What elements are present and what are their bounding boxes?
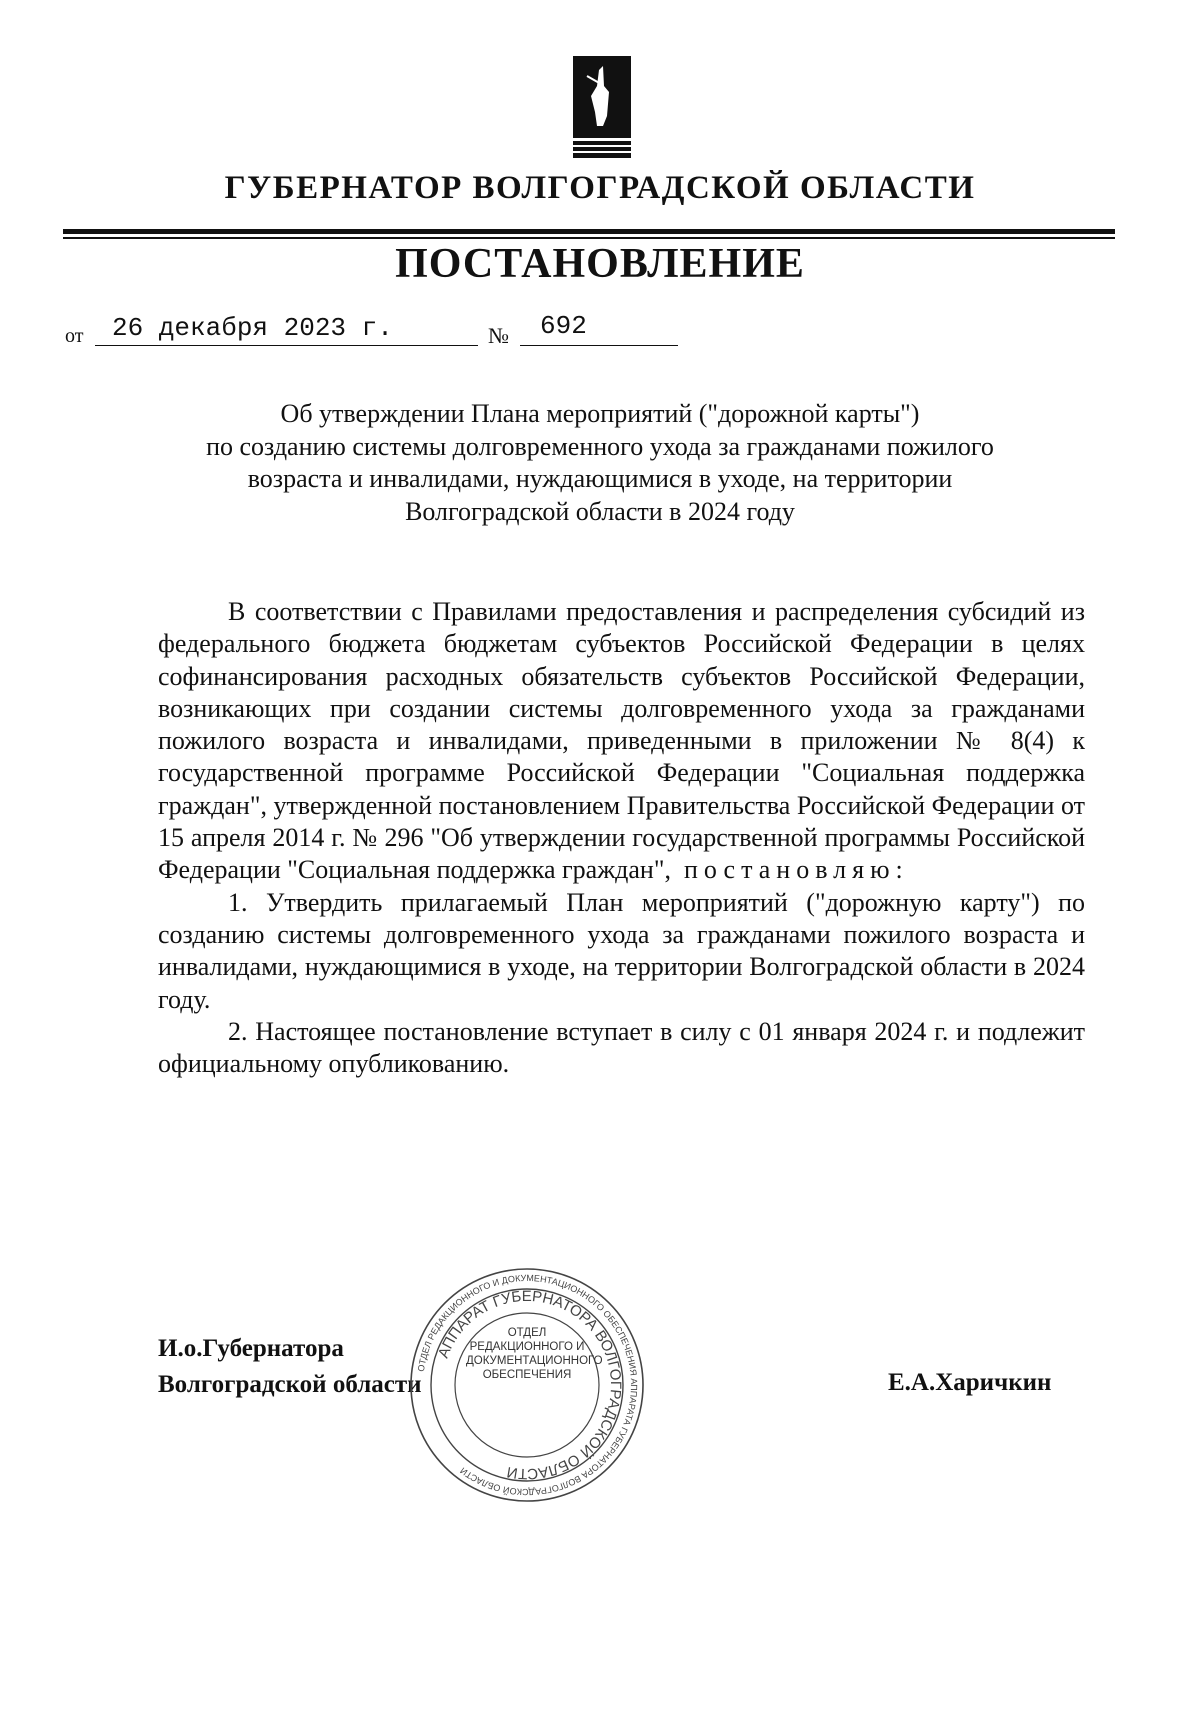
number-underline <box>520 345 678 346</box>
stamp-line: ОТДЕЛ <box>507 1327 547 1339</box>
signatory-name: Е.А.Харичкин <box>888 1369 1052 1396</box>
date-number-row <box>0 305 1200 351</box>
subject-line: Об утверждении Плана мероприятий ("дорожной карты") <box>280 399 920 428</box>
document-date: 26 декабря 2023 г. <box>112 313 393 343</box>
header-divider-thick <box>63 229 1115 234</box>
signatory-position <box>158 1331 422 1403</box>
official-stamp <box>407 1265 647 1505</box>
item-1: 1. Утвердить прилагаемый План мероприятий ("дорожную карту") по созданию системы долговременного ухода за гражданами пожилого возраста и инвалидами, нуждающимися в уходе, на территории Волгоградской области в 2024 году. <box>158 887 1085 1014</box>
date-underline <box>95 345 478 346</box>
document-type: ПОСТАНОВЛЕНИЕ <box>395 241 805 287</box>
svg-text:АППАРАТ ГУБЕРНАТОРА ВОЛГОГРАДС: АППАРАТ ГУБЕРНАТОРА ВОЛГОГРАДСКОЙ ОБЛАСТИ <box>434 1287 625 1483</box>
position-line: И.о.Губернатора <box>158 1335 344 1362</box>
svg-text:ОТДЕЛ РЕДАКЦИОННОГО И ДОКУМЕНТ: ОТДЕЛ РЕДАКЦИОННОГО И ДОКУМЕНТАЦИОННОГО ОБЕСПЕЧЕНИЯ АППАРАТА ГУБЕРНАТОРА ВОЛГОГРАДСКОЙ ОБЛАСТИ <box>415 1272 640 1498</box>
preamble-text: В соответствии с Правилами предоставления и распределения субсидий из федерального бюджета бюджетам субъектов Российской Федерации в целях софинансирования расходных обязательств субъектов Российской Федерации, возникающих при создании системы долговременного ухода за гражданами пожилого возраста и инвалидами, приведенными в приложении № 8(4) к государственной программе Российской Федерации "Социальная поддержка граждан", утвержденной постановлением Правительства Российской Федерации от 15 апреля 2014 г. № 296 "Об утверждении государственной программы Российской Федерации "Социальная поддержка граждан", <box>158 597 1085 885</box>
issuing-authority: ГУБЕРНАТОР ВОЛГОГРАДСКОЙ ОБЛАСТИ <box>224 170 976 206</box>
stamp-line: ОБЕСПЕЧЕНИЯ <box>482 1369 572 1381</box>
coat-of-arms-icon <box>573 56 631 160</box>
decree-word: постановляю: <box>683 855 909 885</box>
stamp-line: ДОКУМЕНТАЦИОННОГО <box>466 1355 603 1367</box>
number-prefix: № <box>488 323 509 348</box>
position-line: Волгоградской области <box>158 1371 422 1398</box>
subject-line: Волгоградской области в 2024 году <box>405 496 795 526</box>
document-subject <box>150 398 1050 528</box>
subject-line: возраста и инвалидами, нуждающимися в уходе, на территории <box>247 464 953 493</box>
preamble-paragraph <box>158 596 1085 887</box>
subject-line: по созданию системы долговременного ухода за гражданами пожилого <box>206 431 994 461</box>
date-prefix: от <box>65 325 84 347</box>
header-divider-thin <box>63 237 1115 239</box>
stamp-line: РЕДАКЦИОННОГО И <box>469 1341 585 1353</box>
document-body <box>158 596 1085 1080</box>
item-2: 2. Настоящее постановление вступает в силу с 01 января 2024 г. и подлежит официальному опубликованию. <box>158 1016 1085 1079</box>
document-number: 692 <box>540 311 587 341</box>
stamp-center-text <box>466 1326 603 1382</box>
